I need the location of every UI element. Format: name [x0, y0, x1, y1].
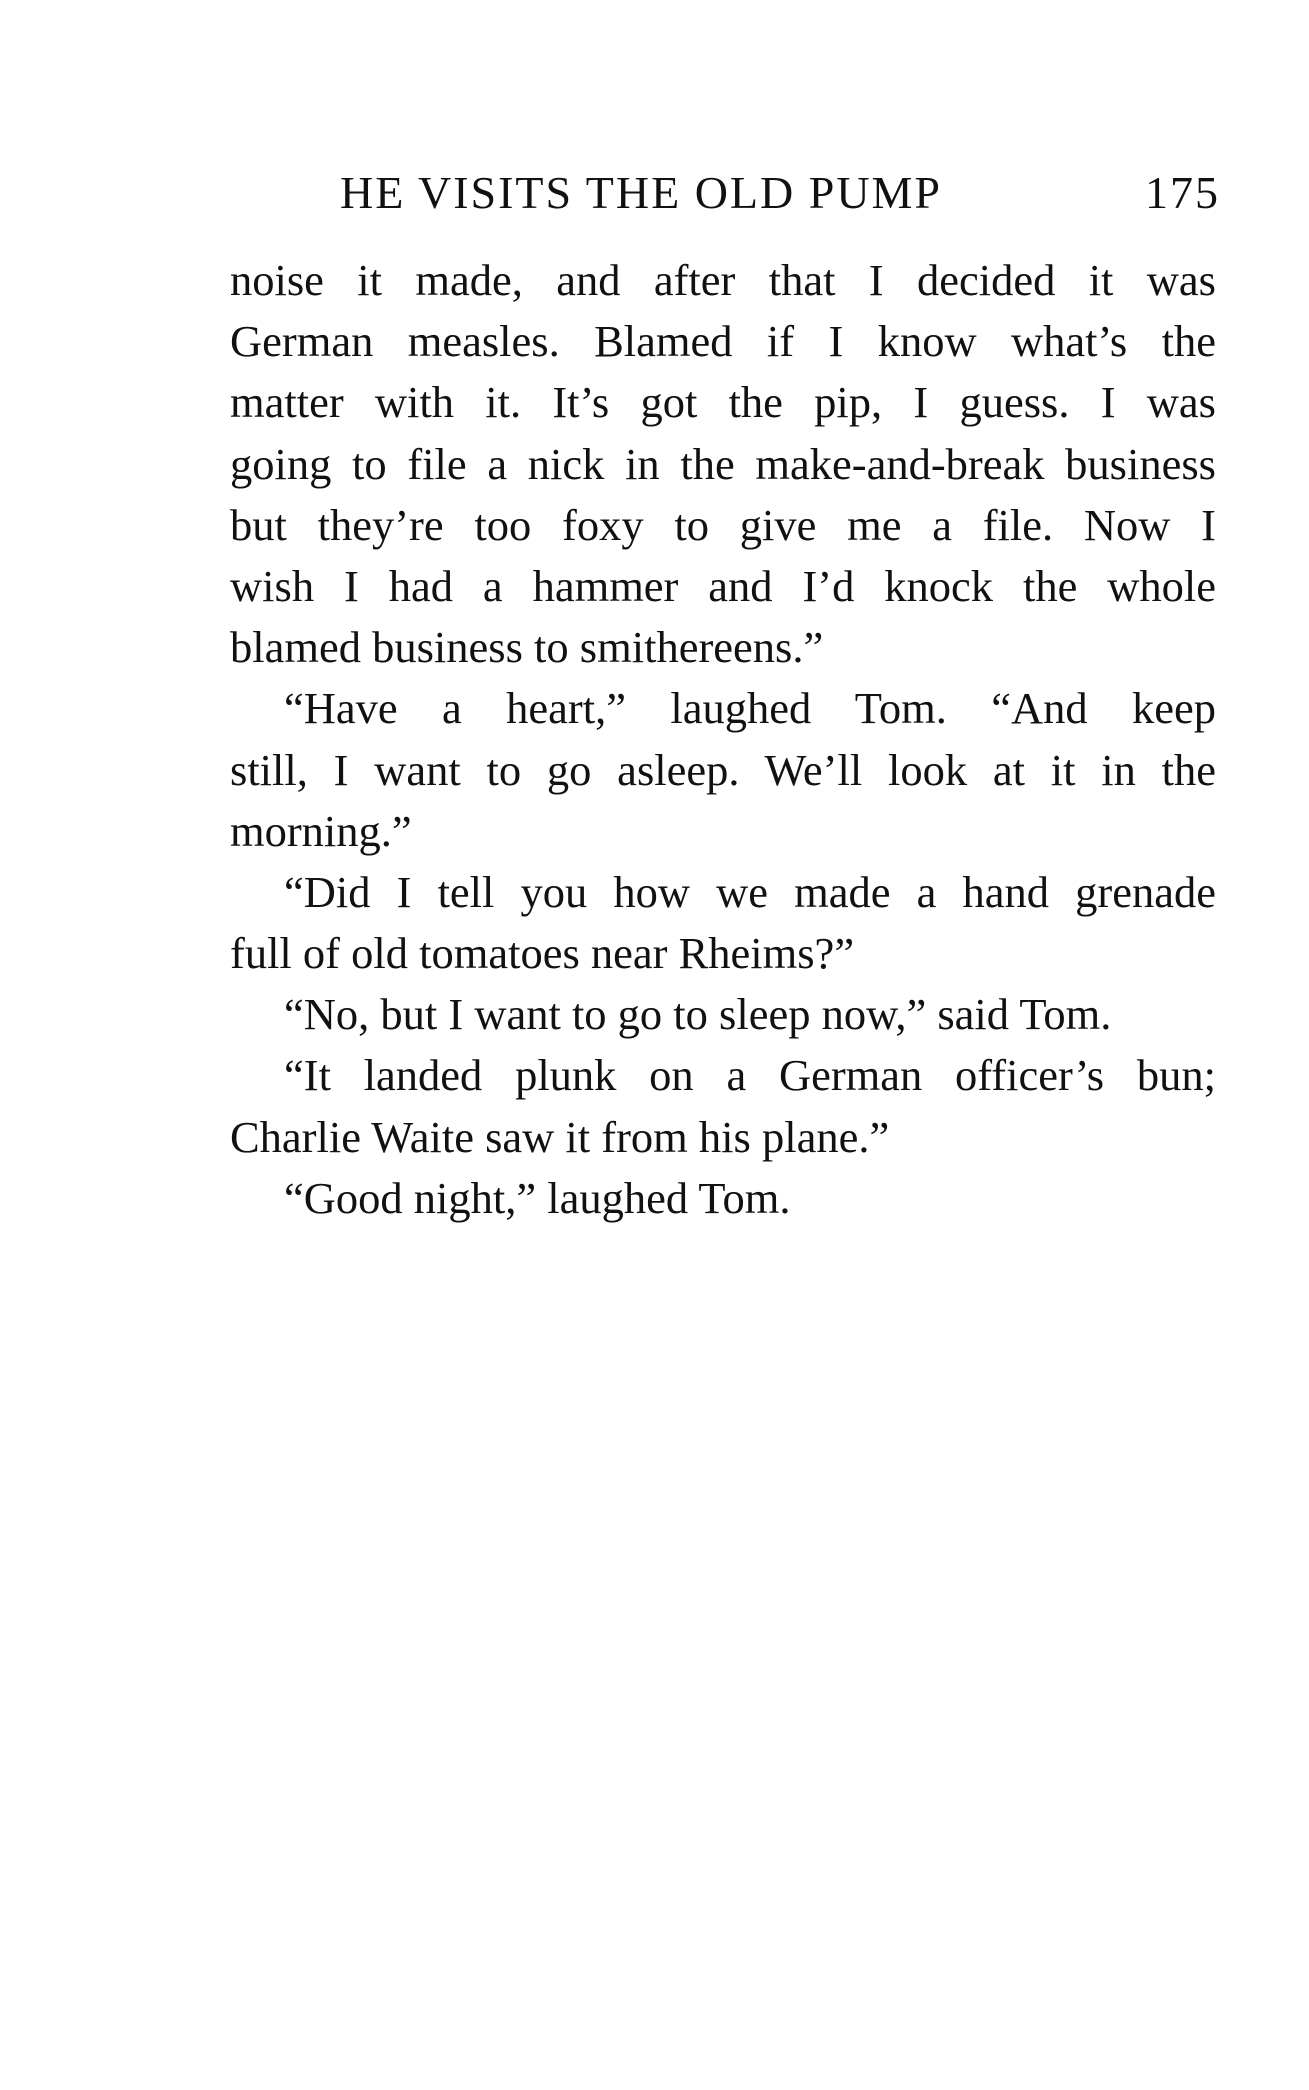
text-line: morning.” — [230, 805, 412, 856]
body-text — [230, 250, 1216, 1229]
running-head — [340, 166, 1220, 222]
text-line: “No, but I want to go to sleep now,” said Tom. — [284, 989, 1112, 1040]
text-line: “Did I tell you how we made a hand grenade — [284, 866, 1216, 917]
text-line: Charlie Waite saw it from his plane.” — [230, 1111, 890, 1162]
text-line: “Have a heart,” laughed Tom. “And keep — [284, 683, 1216, 734]
text-line: but they’re too foxy to give me a file. Now I — [230, 499, 1216, 550]
text-line: going to file a nick in the make-and-break business — [230, 438, 1216, 489]
text-line: noise it made, and after that I decided it was — [230, 255, 1216, 305]
text-line: German measles. Blamed if I know what’s the — [230, 316, 1216, 367]
text-line: blamed business to smithereens.” — [230, 622, 824, 673]
text-line: still, I want to go asleep. We’ll look at it in the — [230, 744, 1216, 795]
text-line: “Good night,” laughed Tom. — [284, 1172, 791, 1223]
page-number: 175 — [1145, 167, 1220, 218]
text-line: matter with it. It’s got the pip, I guess. I was — [230, 377, 1216, 428]
chapter-title: HE VISITS THE OLD PUMP — [340, 167, 943, 218]
text-line: wish I had a hammer and I’d knock the whole — [230, 560, 1216, 611]
text-line: full of old tomatoes near Rheims?” — [230, 928, 855, 979]
text-line: “It landed plunk on a German officer’s bun; — [284, 1050, 1216, 1101]
